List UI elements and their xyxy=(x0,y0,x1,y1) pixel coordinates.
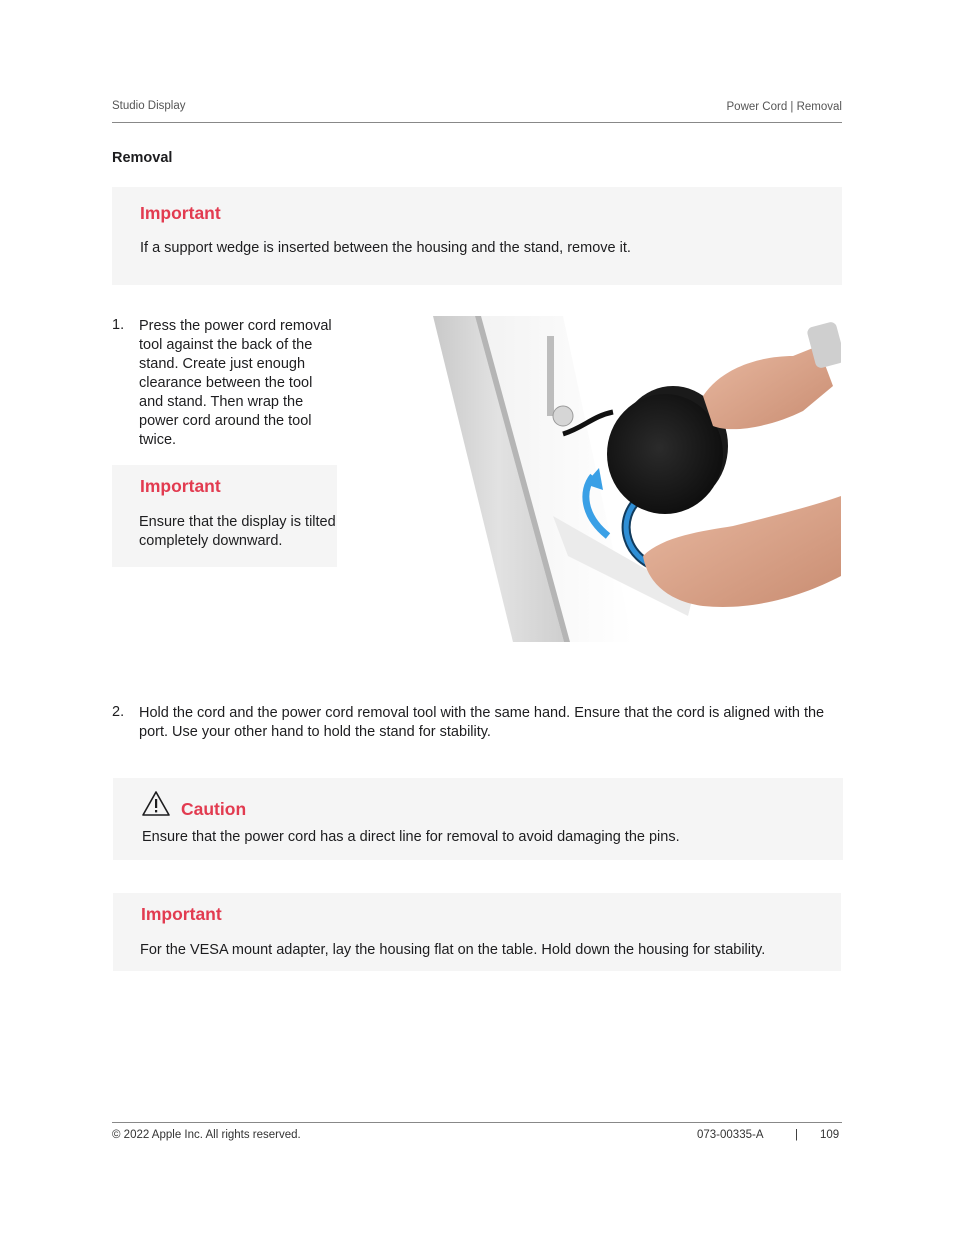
important-text: For the VESA mount adapter, lay the housing flat on the table. Hold down the housing for stability. xyxy=(140,942,766,958)
important-label: Important xyxy=(140,476,221,496)
header-doc-title: Studio Display xyxy=(112,100,186,112)
step-1-text: Press the power cord removal tool against the back of the stand. Create just enough clearance between the tool and stand. Then wrap the power cord around the tool twice. xyxy=(139,318,332,448)
important-label: Important xyxy=(141,904,222,924)
footer-separator: | xyxy=(795,1129,798,1141)
important-callout-2 xyxy=(112,465,337,567)
step-2-number: 2. xyxy=(112,704,125,720)
step-1-number: 1. xyxy=(112,317,125,333)
important-label: Important xyxy=(140,203,221,223)
footer-page-number: 109 xyxy=(820,1129,840,1141)
important-callout-1 xyxy=(112,187,842,285)
footer-divider xyxy=(112,1122,842,1123)
caution-label: Caution xyxy=(181,799,247,819)
important-callout-3 xyxy=(113,893,841,971)
section-title: Removal xyxy=(112,150,173,166)
step-2-text: Hold the cord and the power cord removal tool with the same hand. Ensure that the cord is aligned with the port. Use your other hand to hold the stand for stability. xyxy=(139,705,825,740)
header-divider xyxy=(112,122,842,123)
footer-doc-number: 073-00335-A xyxy=(697,1129,764,1141)
caution-text: Ensure that the power cord has a direct line for removal to avoid damaging the pins. xyxy=(142,829,680,845)
caution-callout xyxy=(113,778,843,860)
footer-copyright: © 2022 Apple Inc. All rights reserved. xyxy=(112,1129,301,1141)
important-text: If a support wedge is inserted between the housing and the stand, remove it. xyxy=(140,240,631,256)
important-text: Ensure that the display is tilted completely downward. xyxy=(139,514,336,549)
header-section-title: Power Cord | Removal xyxy=(726,101,842,113)
power-cord-removal-illustration xyxy=(433,316,841,642)
warning-triangle-icon xyxy=(141,790,171,817)
